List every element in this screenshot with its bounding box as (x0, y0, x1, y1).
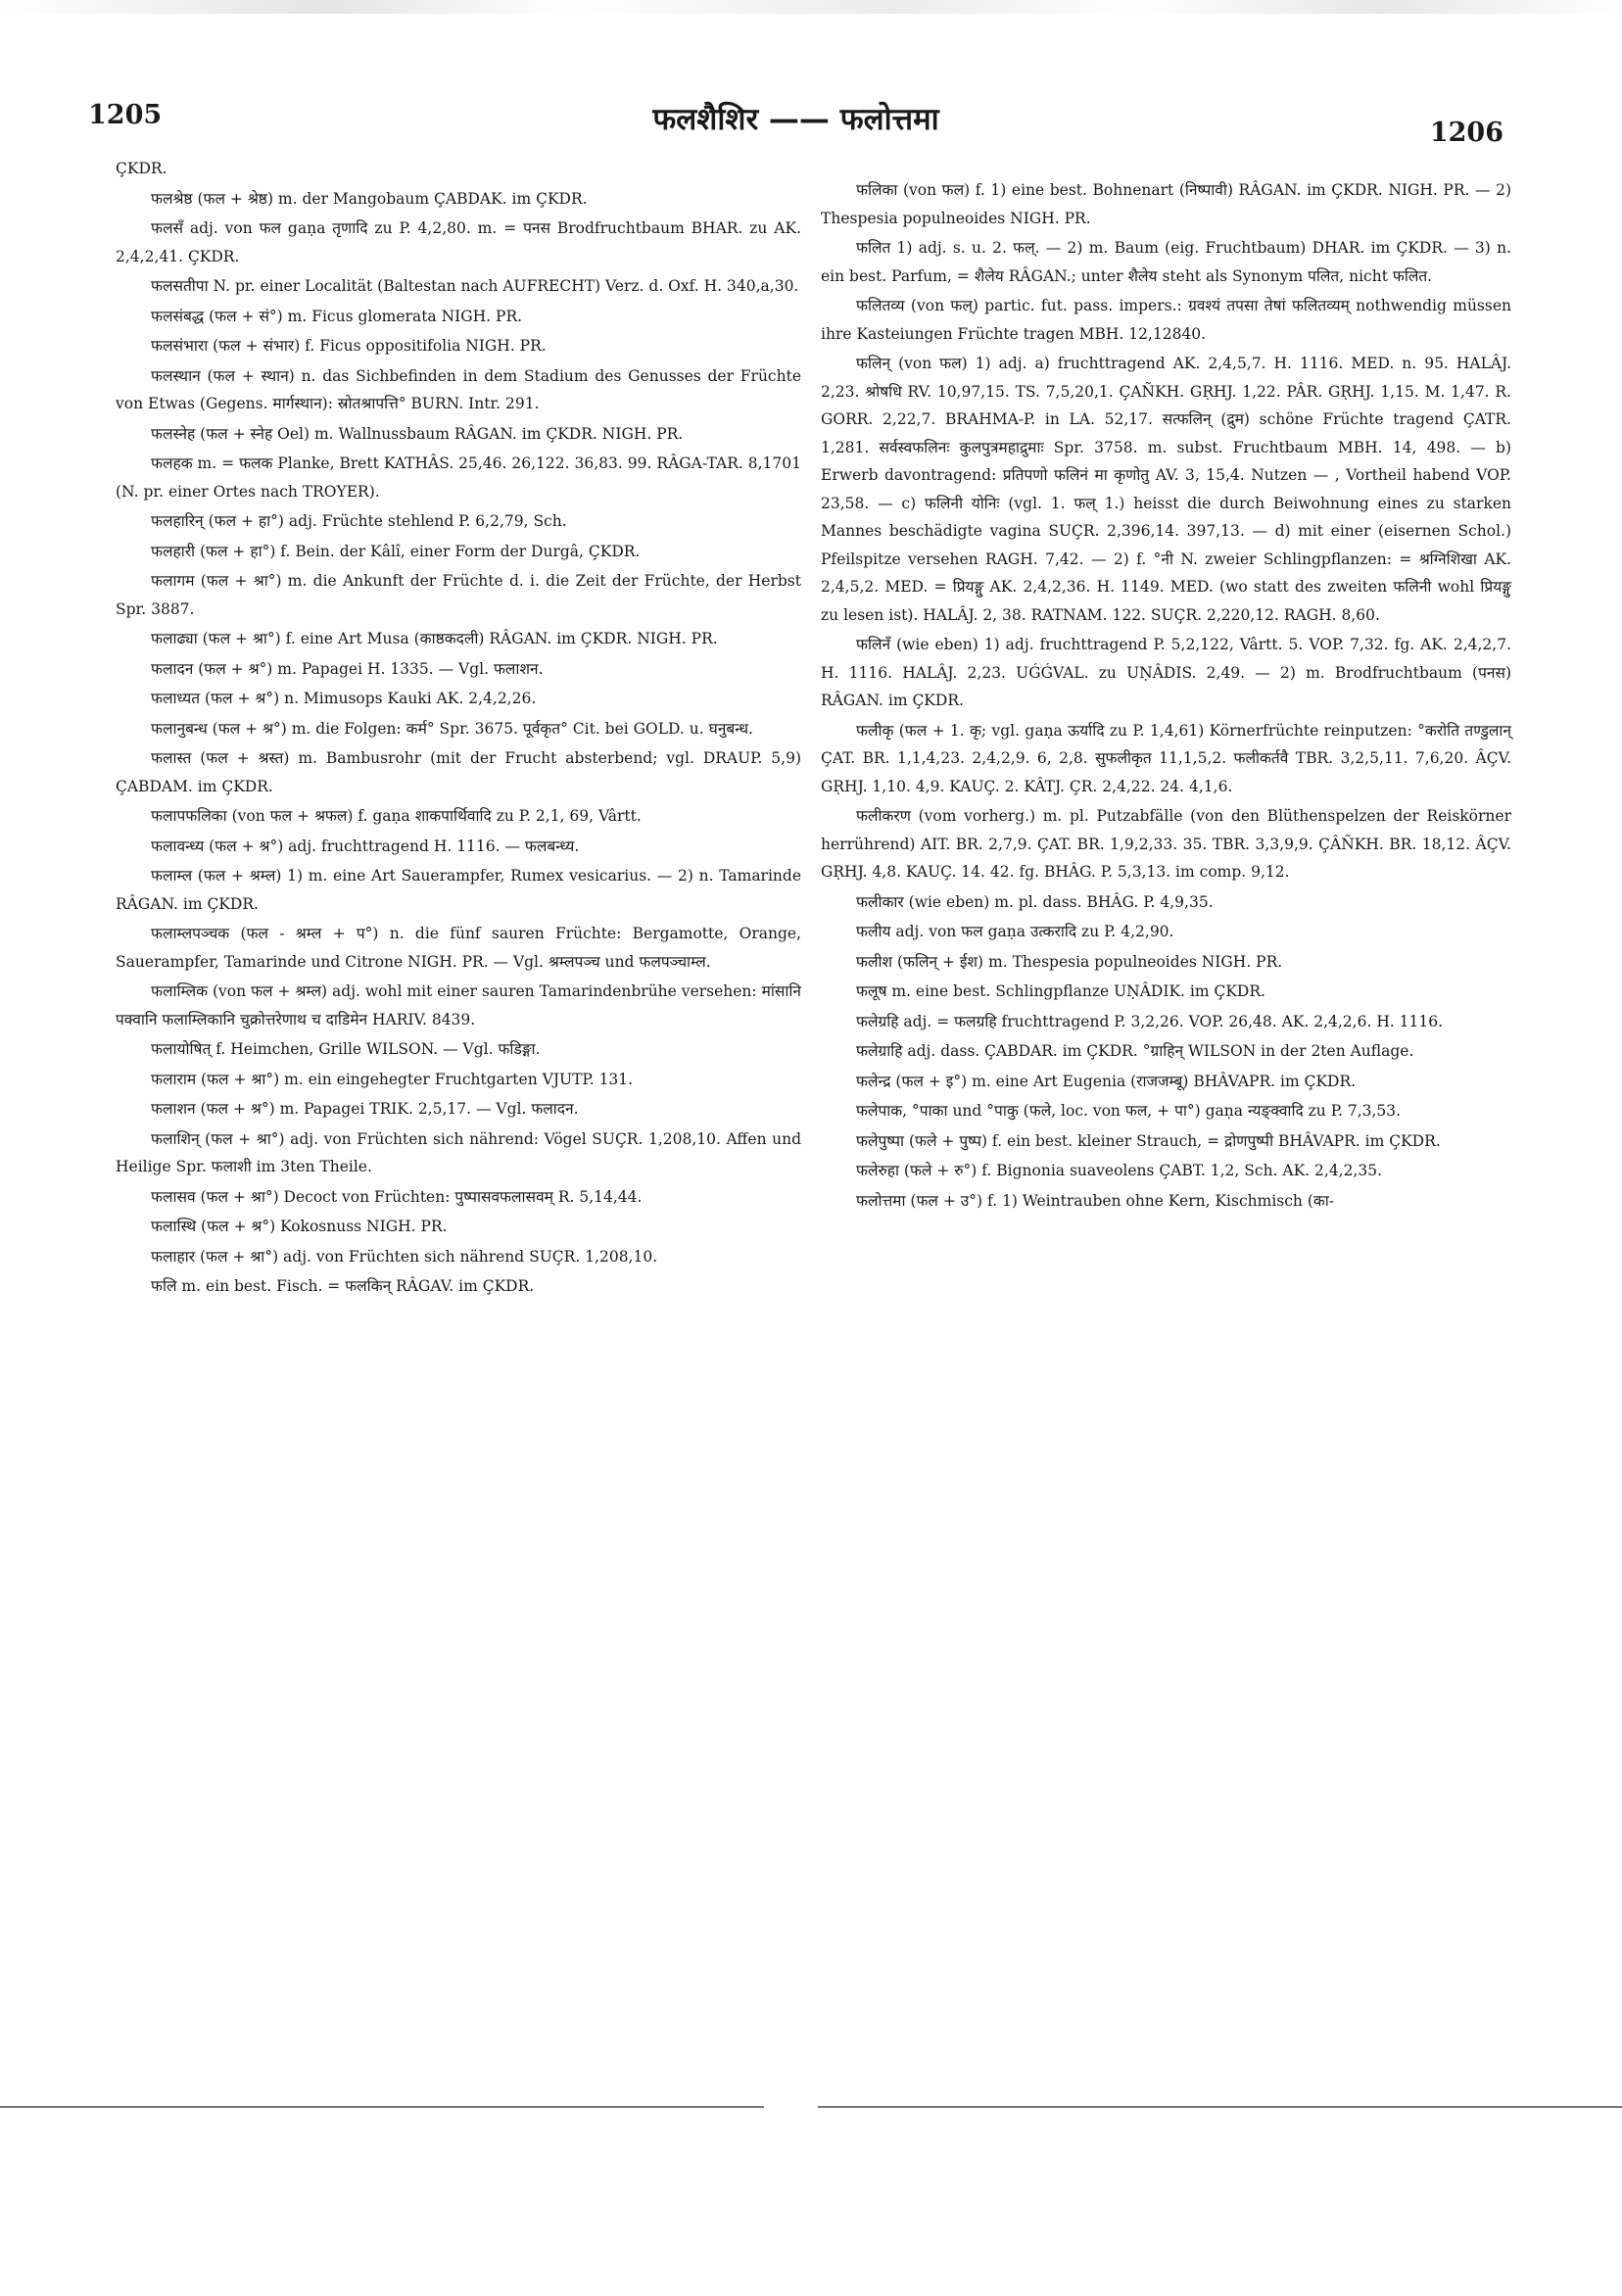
dictionary-entry: ÇKDR. (116, 160, 167, 177)
dictionary-entry: फलसँ adj. von फल gaṇa तृणादि zu P. 4,2,80. m. = पनस Brodfruchtbaum BHAR. zu AK. 2,4,2,41. ÇKDR. (116, 219, 801, 265)
dictionary-entry: फलापफलिका (von फल + श्रफल) f. gaṇa शाकपार्थिवादि zu P. 2,1, 69, Vârtt. (151, 807, 642, 825)
dictionary-entry: फलस्नेह (फल + स्नेह Oel) m. Wallnussbaum RÂGAN. im ÇKDR. NIGH. PR. (151, 424, 684, 443)
dictionary-entry: फलित 1) adj. s. u. 2. फल्. — 2) m. Baum (eig. Fruchtbaum) DHAR. im ÇKDR. — 3) n. ein best. Parfum, = शैलेय RÂGAN.; unter शैलेय steht als Synonym पलित, nicht फलित. (821, 239, 1511, 285)
dictionary-entry: फलाशिन् (फल + श्रा°) adj. von Früchten sich nährend: Vögel SUÇR. 1,208,10. Affen und Heilige Spr. फलाशी im 3ten Theile. (116, 1129, 801, 1175)
dictionary-entry: फलाम्ल (फल + श्रम्ल) 1) m. eine Art Sauerampfer, Rumex vesicarius. — 2) n. Tamarinde RÂGAN. im ÇKDR. (116, 867, 801, 913)
dictionary-entry: फलिनँ (wie eben) 1) adj. fruchttragend P. 5,2,122, Vârtt. 5. VOP. 7,32. fg. AK. 2,4,2,7. H. 1116. HALÂJ. 2,23. UǴǴVAL. zu UṆÂDIS. 2,49. — 2) m. Brodfruchtbaum (पनस) RÂGAN. im ÇKDR. (821, 636, 1511, 709)
dictionary-entry: फलाम्लपञ्चक (फल - श्रम्ल + प°) n. die fünf sauren Früchte: Bergamotte, Orange, Sauerampfer, Tamarinde und Citrone NIGH. PR. — Vgl. श्रम्लपञ्च und फलपञ्चाम्ल. (116, 925, 801, 971)
dictionary-entry: फलावन्ध्य (फल + श्र°) adj. fruchttragend H. 1116. — फलबन्ध्य. (151, 837, 580, 855)
dictionary-entry: फलहारिन् (फल + हा°) adj. Früchte stehlend P. 6,2,79, Sch. (151, 512, 567, 530)
dictionary-entry: फलि m. ein best. Fisch. = फलकिन् RÂGAV. im ÇKDR. (151, 1277, 535, 1295)
bottom-rule-left (0, 2106, 764, 2108)
dictionary-entry: फलहारी (फल + हा°) f. Bein. der Kâlî, einer Form der Durgâ, ÇKDR. (151, 542, 641, 560)
right-column (821, 174, 1511, 1215)
dictionary-entry: फलितव्य (von फल्) partic. fut. pass. impers.: ग्रवश्यं तपसा तेषां फलितव्यम् nothwendig müssen ihre Kasteiungen Früchte tragen MBH. 12,12840. (821, 297, 1511, 343)
dictionary-entry: फलीकृ (फल + 1. कृ; vgl. gaṇa ऊर्यादि zu P. 1,4,61) Körnerfrüchte reinputzen: °करोति तण्डुलान् ÇAT. BR. 1,1,4,23. 2,4,2,9. 6, 2,8. सुफलीकृत 11,1,5,2. फलीकर्तवै TBR. 3,2,5,11. 7,6,20. ÂÇV. GṚHJ. 1,10. 4,9. KAUÇ. 2. KÂTJ. ÇR. 2,4,22. 24. 4,1,6. (821, 721, 1511, 795)
running-title: फलशैशिर —— फलोत्तमा (652, 102, 939, 137)
bottom-rule-right (818, 2106, 1622, 2108)
page-number-left: 1205 (88, 100, 163, 130)
dictionary-entry: फलिका (von फल) f. 1) eine best. Bohnenart (निष्पावी) RÂGAN. im ÇKDR. NIGH. PR. — 2) Thespesia populneoides NIGH. PR. (821, 181, 1511, 227)
page-number-right: 1206 (1429, 118, 1503, 148)
dictionary-entry: फलहक m. = फलक Planke, Brett KATHÂS. 25,46. 26,122. 36,83. 99. RÂGA-TAR. 8,1701 (N. pr. einer Ortes nach TROYER). (116, 454, 801, 501)
dictionary-entry: फलस्थान (फल + स्थान) n. das Sichbefinden in dem Stadium des Genusses der Früchte von Etwas (Gegens. मार्गस्थान): स्रोतश्रापत्ति° BURN. Intr. 291. (116, 366, 801, 412)
dictionary-entry: फलाहार (फल + श्रा°) adj. von Früchten sich nährend SUÇR. 1,208,10. (151, 1247, 658, 1266)
dictionary-entry: फलसंभारा (फल + संभार) f. Ficus oppositifolia NIGH. PR. (151, 337, 547, 355)
dictionary-entry: फलीश (फलिन् + ईश) m. Thespesia populneoides NIGH. PR. (856, 952, 1283, 971)
dictionary-entry: फलीकरण (vom vorherg.) m. pl. Putzabfälle (von den Blüthenspelzen der Reiskörner herrührend) AIT. BR. 2,7,9. ÇAT. BR. 1,9,2,33. 35. TBR. 3,3,9,9. ÇÂÑKH. BR. 18,12. ÂÇV. GṚHJ. 4,8. KAUÇ. 14. 42. fg. BHÂG. P. 5,3,13. im comp. 9,12. (821, 807, 1511, 881)
dictionary-entry: फलेग्राहि adj. dass. ÇABDAR. im ÇKDR. °ग्राहिन् WILSON in der 2ten Auflage. (856, 1042, 1414, 1060)
dictionary-entry: फलेरुहा (फले + रु°) f. Bignonia suaveolens ÇABT. 1,2, Sch. AK. 2,4,2,35. (856, 1162, 1383, 1179)
dictionary-entry: फलाम्लिक (von फल + श्रम्ल) adj. wohl mit einer sauren Tamarindenbrühe versehen: मांसानि पक्वानि फलाम्लिकानि चुक्रोत्तरेणाथ च दाडिमेन HARIV. 8439. (116, 982, 801, 1028)
dictionary-entry: फलायोषित् f. Heimchen, Grille WILSON. — Vgl. फडिङ्गा. (151, 1040, 541, 1058)
dictionary-entry: फलेग्रहि adj. = फलग्रहि fruchttragend P. 3,2,26. VOP. 26,48. AK. 2,4,2,6. H. 1116. (856, 1012, 1444, 1030)
dictionary-entry: फलेपाक, °पाका und °पाकु (फले, loc. von फल, + पा°) gaṇa न्यङ्क्वादि zu P. 7,3,53. (856, 1102, 1402, 1120)
dictionary-entry: फलास्त (फल + श्रस्त) m. Bambusrohr (mit der Frucht absterbend; vgl. DRAUP. 5,9) ÇABDAM. im ÇKDR. (116, 749, 801, 795)
dictionary-entry: फलानुबन्ध (फल + श्र°) m. die Folgen: कर्म° Spr. 3675. पूर्वकृत° Cit. bei GOLD. u. घनुबन्ध. (151, 719, 753, 738)
dictionary-entry: फलाध्यत (फल + श्र°) n. Mimusops Kauki AK. 2,4,2,26. (151, 690, 537, 707)
left-column (116, 155, 801, 1301)
dictionary-entry: फलेन्द्र (फल + इ°) m. eine Art Eugenia (राजजम्बू) BHÂVAPR. im ÇKDR. (856, 1072, 1357, 1090)
dictionary-entry: फलाढ्या (फल + श्रा°) f. eine Art Musa (काष्ठकदली) RÂGAN. im ÇKDR. NIGH. PR. (151, 630, 718, 647)
dictionary-entry: फलोत्तमा (फल + उ°) f. 1) Weintrauben ohne Kern, Kischmisch (का- (856, 1191, 1335, 1210)
dictionary-entry: फलसंबद्ध (फल + सं°) m. Ficus glomerata NIGH. PR. (151, 307, 523, 325)
page-header (88, 94, 1503, 153)
dictionary-entry: फलाशन (फल + श्र°) m. Papagei TRIK. 2,5,17. — Vgl. फलादन. (151, 1100, 579, 1118)
dictionary-entry: फलेपुष्पा (फले + पुष्प) f. ein best. kleiner Strauch, = द्रोणपुष्पी BHÂVAPR. im ÇKDR. (856, 1131, 1441, 1150)
dictionary-entry: फलसतीपा N. pr. einer Localität (Baltestan nach AUFRECHT) Verz. d. Oxf. H. 340,a,30. (151, 277, 799, 295)
dictionary-entry: फलीय adj. von फल gaṇa उत्करादि zu P. 4,2,90. (856, 923, 1174, 940)
dictionary-entry: फलाराम (फल + श्रा°) m. ein eingehegter Fruchtgarten VJUTP. 131. (151, 1070, 634, 1088)
dictionary-entry: फलागम (फल + श्रा°) m. die Ankunft der Früchte d. i. die Zeit der Früchte, der Herbst Spr. 3887. (116, 572, 801, 618)
dictionary-entry: फलूष m. eine best. Schlingpflanze UṆÂDIK. im ÇKDR. (856, 982, 1265, 1000)
dictionary-entry: फलीकार (wie eben) m. pl. dass. BHÂG. P. 4,9,35. (856, 892, 1214, 911)
dictionary-entry: फलासव (फल + श्रा°) Decoct von Früchten: पुष्पासवफलासवम् R. 5,14,44. (151, 1187, 643, 1206)
scan-artifact (0, 0, 1622, 14)
dictionary-entry: फलश्रेष्ठ (फल + श्रेष्ठ) m. der Mangobaum ÇABDAK. im ÇKDR. (151, 189, 588, 208)
dictionary-entry: फलिन् (von फल) 1) adj. a) fruchttragend AK. 2,4,5,7. H. 1116. MED. n. 95. HALÂJ. 2,23. श्रोषधि RV. 10,97,15. TS. 7,5,20,1. ÇAÑKH. GṚHJ. 1,22. PÂR. GṚHJ. 1,15. M. 1,47. R. GORR. 2,22,7. BRAHMA-P. in LA. 52,17. सत्फलिन् (द्रुम) schöne Früchte tragend ÇATR. 1,281. सर्वस्वफलिनः कुलपुत्रमहाद्रुमाः Spr. 3758. m. subst. Fruchtbaum MBH. 14, 498. — b) Erwerb davontragend: प्रतिपणो फलिनं मा कृणोतु AV. 3, 15,4. Nutzen — , Vortheil habend VOP. 23,58. — c) फलिनी योनिः (vgl. 1. फल् 1.) heisst die durch Beiwohnung eines zu starken Mannes beschädigte vagina SUÇR. 2,396,14. 397,13. — d) mit einer (eisernen Schol.) Pfeilspitze versehen RAGH. 7,42. — 2) f. °नी N. zweier Schlingpflanzen: = श्रग्निशिखा AK. 2,4,5,2. MED. = प्रियङ्गु AK. 2,4,2,36. H. 1149. MED. (wo statt des zweiten फलिनी wohl प्रियङ्गु zu lesen ist). HALÂJ. 2, 38. RATNAM. 122. SUÇR. 2,220,12. RAGH. 8,60. (821, 355, 1511, 624)
dictionary-entry: फलास्थि (फल + श्र°) Kokosnuss NIGH. PR. (151, 1218, 448, 1235)
dictionary-entry: फलादन (फल + श्र°) m. Papagei H. 1335. — Vgl. फलाशन. (151, 659, 544, 678)
